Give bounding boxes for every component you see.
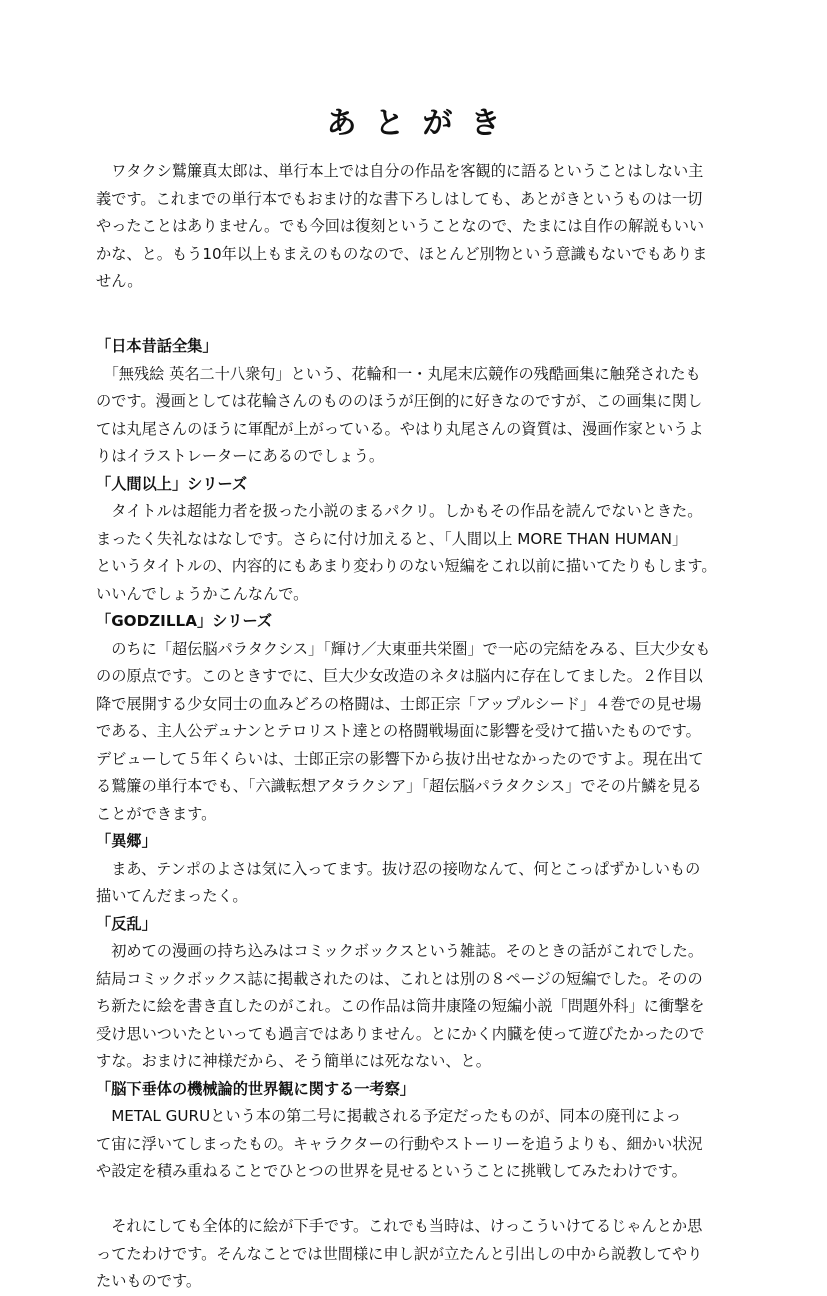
section-line: いいんでしょうかこんなんで。 [96, 584, 309, 603]
section-line: 受け思いついたといっても過言ではありません。とにかく内臓を使って遊びたかったので [96, 1024, 705, 1043]
section-ikyou [96, 828, 736, 911]
section-heading: 「異郷」 [96, 832, 157, 850]
section-line: る鷲簾の単行本でも、「六識転想アタラクシア」「超伝脳パラタクシス」でその片鱗を見る [96, 777, 702, 795]
intro-line: かな、と。もう10年以上もまえのものなので、ほとんど別物という意識もないでもありま [96, 244, 708, 263]
spacer [96, 1186, 736, 1214]
section-line: 初めての漫画の持ち込みはコミックボックスという雑誌。そのときの話がこれでした。 [96, 942, 704, 960]
section-line: ことができます。 [96, 804, 217, 823]
closing-line: ってたわけです。そんなことでは世間様に申し訳が立たんと引出しの中から説教してやり [96, 1244, 703, 1263]
section-line: ては丸尾さんのほうに軍配が上がっている。やはり丸尾さんの資質は、漫画作家というよ [96, 419, 704, 438]
section-line: て宙に浮いてしまったもの。キャラクターの行動やストーリーを追うよりも、細かい状況 [96, 1134, 703, 1153]
section-line: というタイトルの、内容的にもあまり変わりのない短編をこれ以前に描いてたりもします。 [96, 557, 717, 575]
section-heading: 「反乱」 [96, 914, 157, 933]
section-line: りはイラストレーターにあるのでしょう。 [96, 447, 385, 465]
section-line: METAL GURUという本の第二号に掲載される予定だったものが、同本の廃刊によっ [96, 1107, 682, 1125]
section-line: 描いてんだまったく。 [96, 887, 248, 905]
section-heading: 「人間以上」シリーズ [96, 474, 248, 493]
section-line: すな。おまけに神様だから、そう簡単には死なない、と。 [96, 1052, 491, 1070]
section-nihon-mukashibanashi [96, 333, 736, 471]
intro-paragraph [96, 158, 736, 296]
closing-line: それにしても全体的に絵が下手です。これでも当時は、けっこういけてるじゃんとか思 [96, 1217, 703, 1235]
section-heading: 「脳下垂体の機械論的世界観に関する一考察」 [96, 1079, 415, 1098]
closing-paragraph [96, 1213, 736, 1296]
section-heading: 「GODZILLA」シリーズ [96, 612, 273, 630]
section-line: のです。漫画としては花輪さんのもののほうが圧倒的に好きなのですが、この画集に関し [96, 392, 703, 410]
section-line: のの原点です。このときすでに、巨大少女改造のネタは脳内に存在してました。２作目以 [96, 667, 703, 685]
intro-line: やったことはありません。でも今回は復刻ということなので、たまには自作の解説もいい [96, 217, 705, 235]
spacer [96, 296, 736, 324]
spacer [96, 323, 736, 333]
document-body [96, 158, 736, 1296]
intro-line: 義です。これまでの単行本でもおまけ的な書下ろしはしても、あとがきというものは一切 [96, 189, 703, 208]
section-line: まあ、テンポのよさは気に入ってます。抜け忍の接吻なんて、何とこっぱずかしいもの [96, 859, 701, 878]
section-line: まったく失礼なはなしです。さらに付け加えると、「人間以上 MORE THAN HUMAN」 [96, 529, 688, 548]
section-line: タイトルは超能力者を扱った小説のまるパクリ。しかもその作品を読んでないときた。 [96, 502, 703, 520]
section-line: である、主人公デュナンとテロリスト達との格闘戦場面に影響を受けて描いたものです。 [96, 722, 701, 740]
section-ningen-ijou [96, 471, 736, 609]
section-line: デビューして５年くらいは、士郎正宗の影響下から抜け出せなかったのですよ。現在出て [96, 749, 704, 768]
section-line: 「無残絵 英名二十八衆句」という、花輪和一・丸尾末広競作の残酷画集に触発されたも [96, 364, 701, 383]
intro-line: せん。 [96, 272, 143, 290]
section-noukasuitai [96, 1076, 736, 1186]
section-line: 結局コミックボックス誌に掲載されたのは、これとは別の８ページの短編でした。そのの [96, 969, 703, 988]
intro-line: ワタクシ鷲簾真太郎は、単行本上では自分の作品を客観的に語るということはしない主 [96, 162, 704, 180]
section-line: や設定を積み重ねることでひとつの世界を見せるということに挑戦してみたわけです。 [96, 1162, 687, 1180]
section-line: 降で展開する少女同士の血みどろの格闘は、士郎正宗「アップルシード」４巻での見せ場 [96, 694, 702, 713]
section-godzilla [96, 608, 736, 828]
section-line: ち新たに絵を書き直したのがこれ。この作品は筒井康隆の短編小説「問題外科」に衝撃を [96, 997, 705, 1015]
section-line: のちに「超伝脳パラタクシス」「輝け／大東亜共栄圏」で一応の完結をみる、巨大少女も [96, 639, 711, 658]
closing-line: たいものです。 [96, 1272, 202, 1290]
page-title: あとがき [326, 106, 519, 141]
section-hanran [96, 911, 736, 1076]
section-heading: 「日本昔話全集」 [96, 337, 218, 355]
